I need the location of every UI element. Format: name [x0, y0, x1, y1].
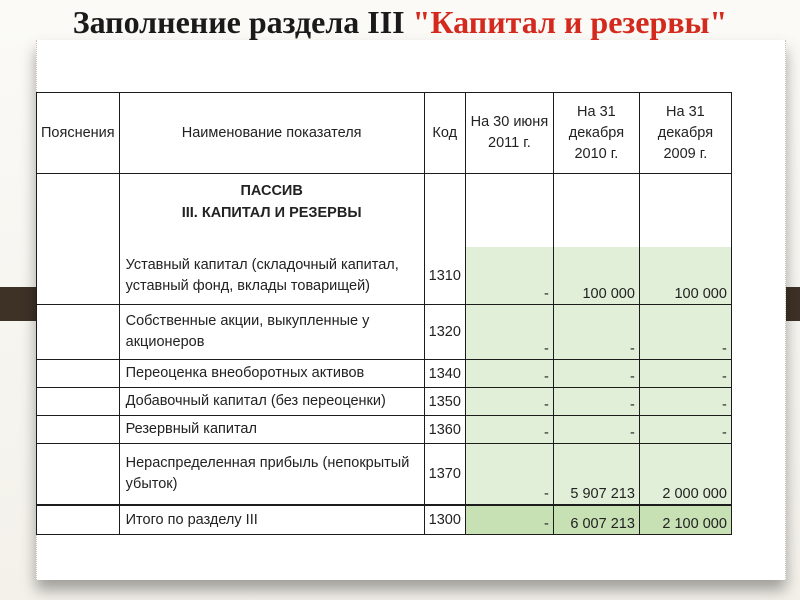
row-name: Собственные акции, выкупленные у акционеров: [119, 305, 424, 360]
table-row: [37, 388, 732, 416]
total-value-2011: -: [465, 505, 553, 535]
row-value-2009: -: [639, 360, 731, 388]
row-name: Переоценка внеоборотных активов: [119, 360, 424, 388]
table-row: [37, 416, 732, 444]
blank-v3-cell: [639, 174, 731, 248]
table-header-row: [37, 93, 732, 174]
row-code: 1360: [424, 416, 465, 444]
notes-cell: [37, 360, 120, 388]
col-header-indicator: Наименование показателя: [119, 93, 424, 174]
table-row: [37, 247, 732, 305]
section-header-row: [37, 174, 732, 248]
row-value-2011: -: [465, 444, 553, 506]
col-header-2010: На 31 декабря 2010 г.: [553, 93, 639, 174]
row-value-2009: -: [639, 388, 731, 416]
row-value-2010: -: [553, 305, 639, 360]
row-value-2009: 100 000: [639, 247, 731, 305]
title-highlight: "Капитал и резервы": [412, 4, 728, 40]
blank-code-cell: [424, 174, 465, 248]
section-title-cell: [119, 174, 424, 248]
notes-cell: [37, 174, 120, 305]
balance-table: [36, 92, 732, 535]
total-code: 1300: [424, 505, 465, 535]
col-header-notes: Пояснения: [37, 93, 120, 174]
blank-v1-cell: [465, 174, 553, 248]
notes-cell: [37, 388, 120, 416]
table-row: [37, 444, 732, 506]
table-row: [37, 305, 732, 360]
row-name: Нераспределенная прибыль (непокрытый убыток): [119, 444, 424, 506]
slide-title: [40, 0, 760, 44]
col-header-2009: На 31 декабря 2009 г.: [639, 93, 731, 174]
table-row: [37, 360, 732, 388]
row-value-2011: -: [465, 416, 553, 444]
row-value-2011: -: [465, 305, 553, 360]
row-name: Уставный капитал (складочный капитал, уставный фонд, вклады товарищей): [119, 247, 424, 305]
row-value-2011: -: [465, 360, 553, 388]
section-subtitle: III. КАПИТАЛ И РЕЗЕРВЫ: [181, 205, 362, 221]
blank-v2-cell: [553, 174, 639, 248]
row-value-2010: -: [553, 360, 639, 388]
row-value-2010: -: [553, 388, 639, 416]
total-name: Итого по разделу III: [119, 505, 424, 535]
notes-cell: [37, 444, 120, 506]
row-name: Добавочный капитал (без переоценки): [119, 388, 424, 416]
row-code: 1320: [424, 305, 465, 360]
row-value-2009: -: [639, 416, 731, 444]
row-value-2010: 100 000: [553, 247, 639, 305]
row-name: Резервный капитал: [119, 416, 424, 444]
notes-cell: [37, 505, 120, 535]
row-value-2010: -: [553, 416, 639, 444]
row-code: 1310: [424, 247, 465, 305]
section-title: ПАССИВ: [240, 183, 303, 199]
notes-cell: [37, 305, 120, 360]
title-prefix: Заполнение раздела III: [72, 4, 413, 40]
col-header-code: Код: [424, 93, 465, 174]
total-value-2010: 6 007 213: [553, 505, 639, 535]
row-code: 1350: [424, 388, 465, 416]
total-value-2009: 2 100 000: [639, 505, 731, 535]
row-value-2011: -: [465, 247, 553, 305]
table-total-row: [37, 505, 732, 535]
decor-band-left: [0, 287, 40, 321]
row-value-2010: 5 907 213: [553, 444, 639, 506]
row-value-2009: -: [639, 305, 731, 360]
row-code: 1340: [424, 360, 465, 388]
row-code: 1370: [424, 444, 465, 506]
row-value-2011: -: [465, 388, 553, 416]
col-header-2011: На 30 июня 2011 г.: [465, 93, 553, 174]
row-value-2009: 2 000 000: [639, 444, 731, 506]
notes-cell: [37, 416, 120, 444]
